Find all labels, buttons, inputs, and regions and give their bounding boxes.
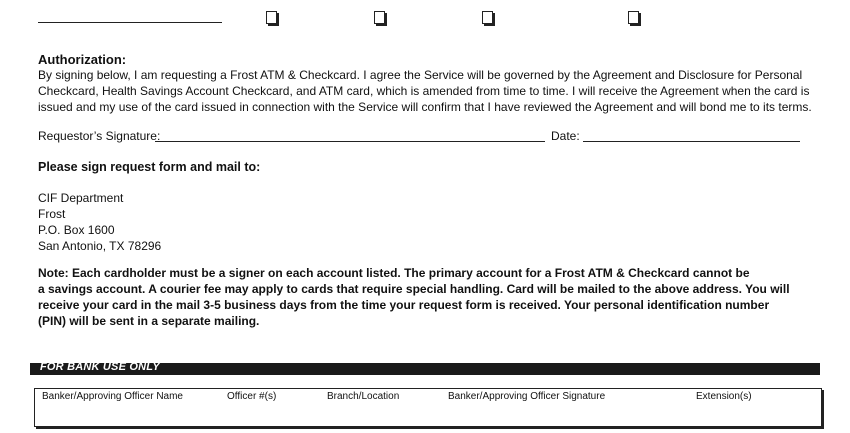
bank-use-title: FOR BANK USE ONLY [40,361,160,373]
name-field-line[interactable] [38,22,222,23]
checkbox-1[interactable] [266,11,277,24]
address-line: Frost [38,207,66,221]
col-branch-location: Branch/Location [327,391,400,402]
col-extension: Extension(s) [696,391,752,402]
date-field[interactable] [583,141,800,142]
authorization-line: issued and my use of the card issued in connection with the Service will confirm that I have reviewed the Agreement and will bond me to its terms. [38,100,812,114]
authorization-text [38,67,838,115]
authorization-line: Checkcard, Health Savings Account Checkcard, and ATM card, which is amended from time to time. I will receive the Agreement when the card is [38,84,810,98]
address-line: P.O. Box 1600 [38,223,115,237]
col-officer-signature: Banker/Approving Officer Signature [448,391,606,402]
bank-use-header [30,363,820,375]
note-line: a savings account. A courier fee may apply to cards that require special handling. Card will be mailed to the above address. You will [38,282,790,296]
date-label: Date: [551,129,580,143]
col-officer-number: Officer #(s) [227,391,277,402]
mailing-address [38,190,161,254]
checkbox-3[interactable] [482,11,493,24]
authorization-heading: Authorization: [38,52,127,67]
note-line: receive your card in the mail 3-5 business days from the time your request form is received. Your personal identification number [38,298,770,312]
note-line: (PIN) will be sent in a separate mailing. [38,314,260,328]
requestor-signature-field[interactable] [155,141,545,142]
authorization-line: By signing below, I am requesting a Frost ATM & Checkcard. I agree the Service will be governed by the Agreement and Disclosure for Personal [38,68,803,82]
address-line: San Antonio, TX 78296 [38,239,162,253]
checkbox-2[interactable] [374,11,385,24]
note-text [38,265,838,329]
col-officer-name: Banker/Approving Officer Name [42,391,183,402]
requestor-signature-label: Requestor’s Signature: [38,129,161,143]
address-line: CIF Department [38,191,124,205]
mail-heading: Please sign request form and mail to: [38,160,261,174]
note-line: Note: Each cardholder must be a signer on each account listed. The primary account for a Frost ATM & Checkcard cannot be [38,266,750,280]
checkbox-4[interactable] [628,11,639,24]
